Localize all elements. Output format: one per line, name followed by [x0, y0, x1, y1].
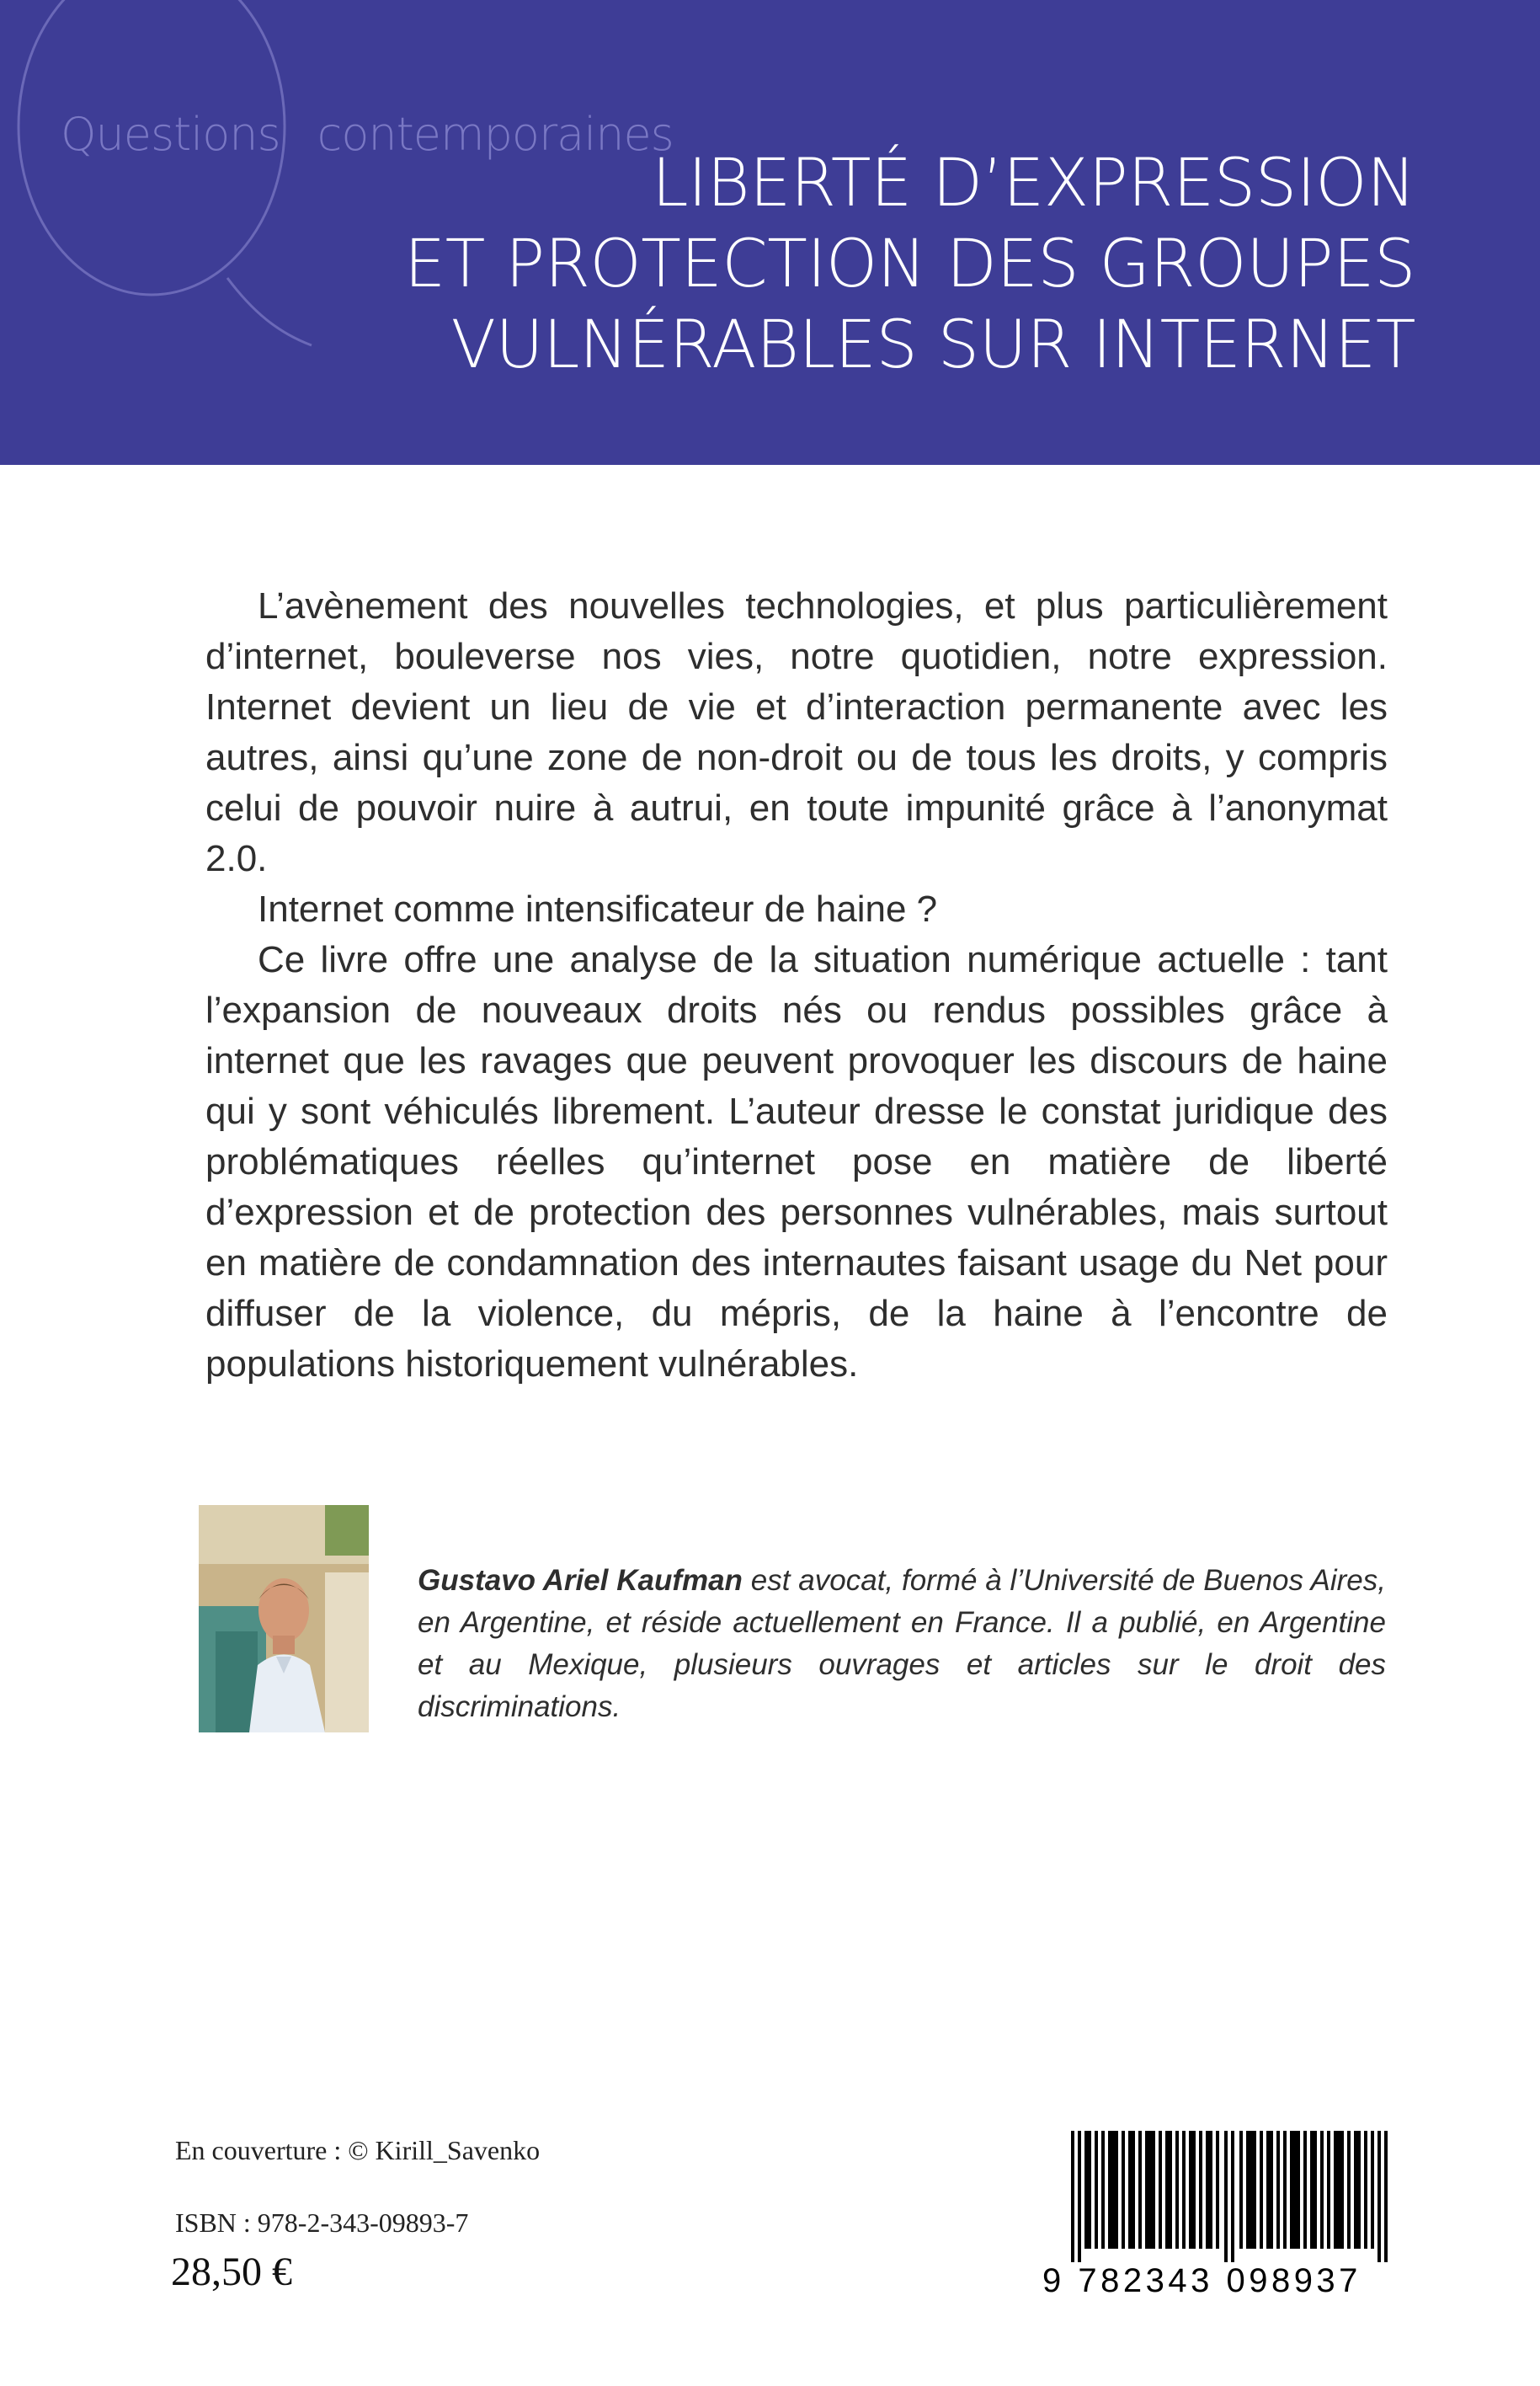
barcode	[1042, 2122, 1396, 2301]
title-line-3: VULNÉRABLES SUR INTERNET	[450, 307, 1415, 383]
collection-word-1: Questions	[61, 108, 280, 161]
price: 28,50 €	[171, 2250, 292, 2294]
blurb-paragraph-3: Ce livre offre une analyse de la situation numérique actuelle : tant l’expansion de nouveaux droits nés ou rendus possibles grâce à internet que les ravages que peuvent provoquer les discours de haine qui y sont véhiculés librement. L’auteur dresse le constat juridique des problématiques réelles qu’internet pose en matière de liberté d’expression et de protection des personnes vulnérables, mais surtout en matière de condamnation des internautes faisant usage du Net pour diffuser de la violence, du mépris, de la haine à l’encontre de populations historiquement vulnérables.	[205, 939, 1388, 1385]
author-photo	[199, 1505, 369, 1732]
cover-header	[0, 0, 1540, 465]
title-line-1: LIBERTÉ D’EXPRESSION	[652, 146, 1415, 222]
barcode-bars	[1071, 2131, 1391, 2262]
title-line-2: ET PROTECTION DES GROUPES	[403, 227, 1415, 302]
blurb-paragraph-1: L’avènement des nouvelles technologies, et plus particulièrement d’internet, bouleverse nos vies, notre quotidien, notre expression. Internet devient un lieu de vie et d’interaction permanente avec les autres, ainsi qu’une zone de non-droit ou de tous les droits, y compris celui de pouvoir nuire à autrui, en toute impunité grâce à l’anonymat 2.0.	[205, 585, 1388, 879]
barcode-number: 9 782343 098937	[1042, 2262, 1361, 2299]
author-bio	[418, 1560, 1386, 1728]
isbn: ISBN : 978-2-343-09893-7	[175, 2207, 469, 2238]
author-bio-text: est avocat, formé à l’Université de Buenos Aires, en Argentine, et réside actuellement en France. Il a publié, en Argentine et au Mexique, plusieurs ouvrages et articles sur le droit des discriminations.	[418, 1564, 1386, 1723]
collection-word-2: contemporaines	[317, 108, 674, 161]
q-letter-logo	[17, 0, 320, 354]
back-cover-blurb	[205, 581, 1388, 1390]
cover-credit: En couverture : © Kirill_Savenko	[175, 2135, 541, 2165]
book-title	[304, 143, 1415, 386]
author-name: Gustavo Ariel Kaufman	[418, 1564, 743, 1597]
blurb-paragraph-2: Internet comme intensificateur de haine ?	[258, 889, 938, 930]
